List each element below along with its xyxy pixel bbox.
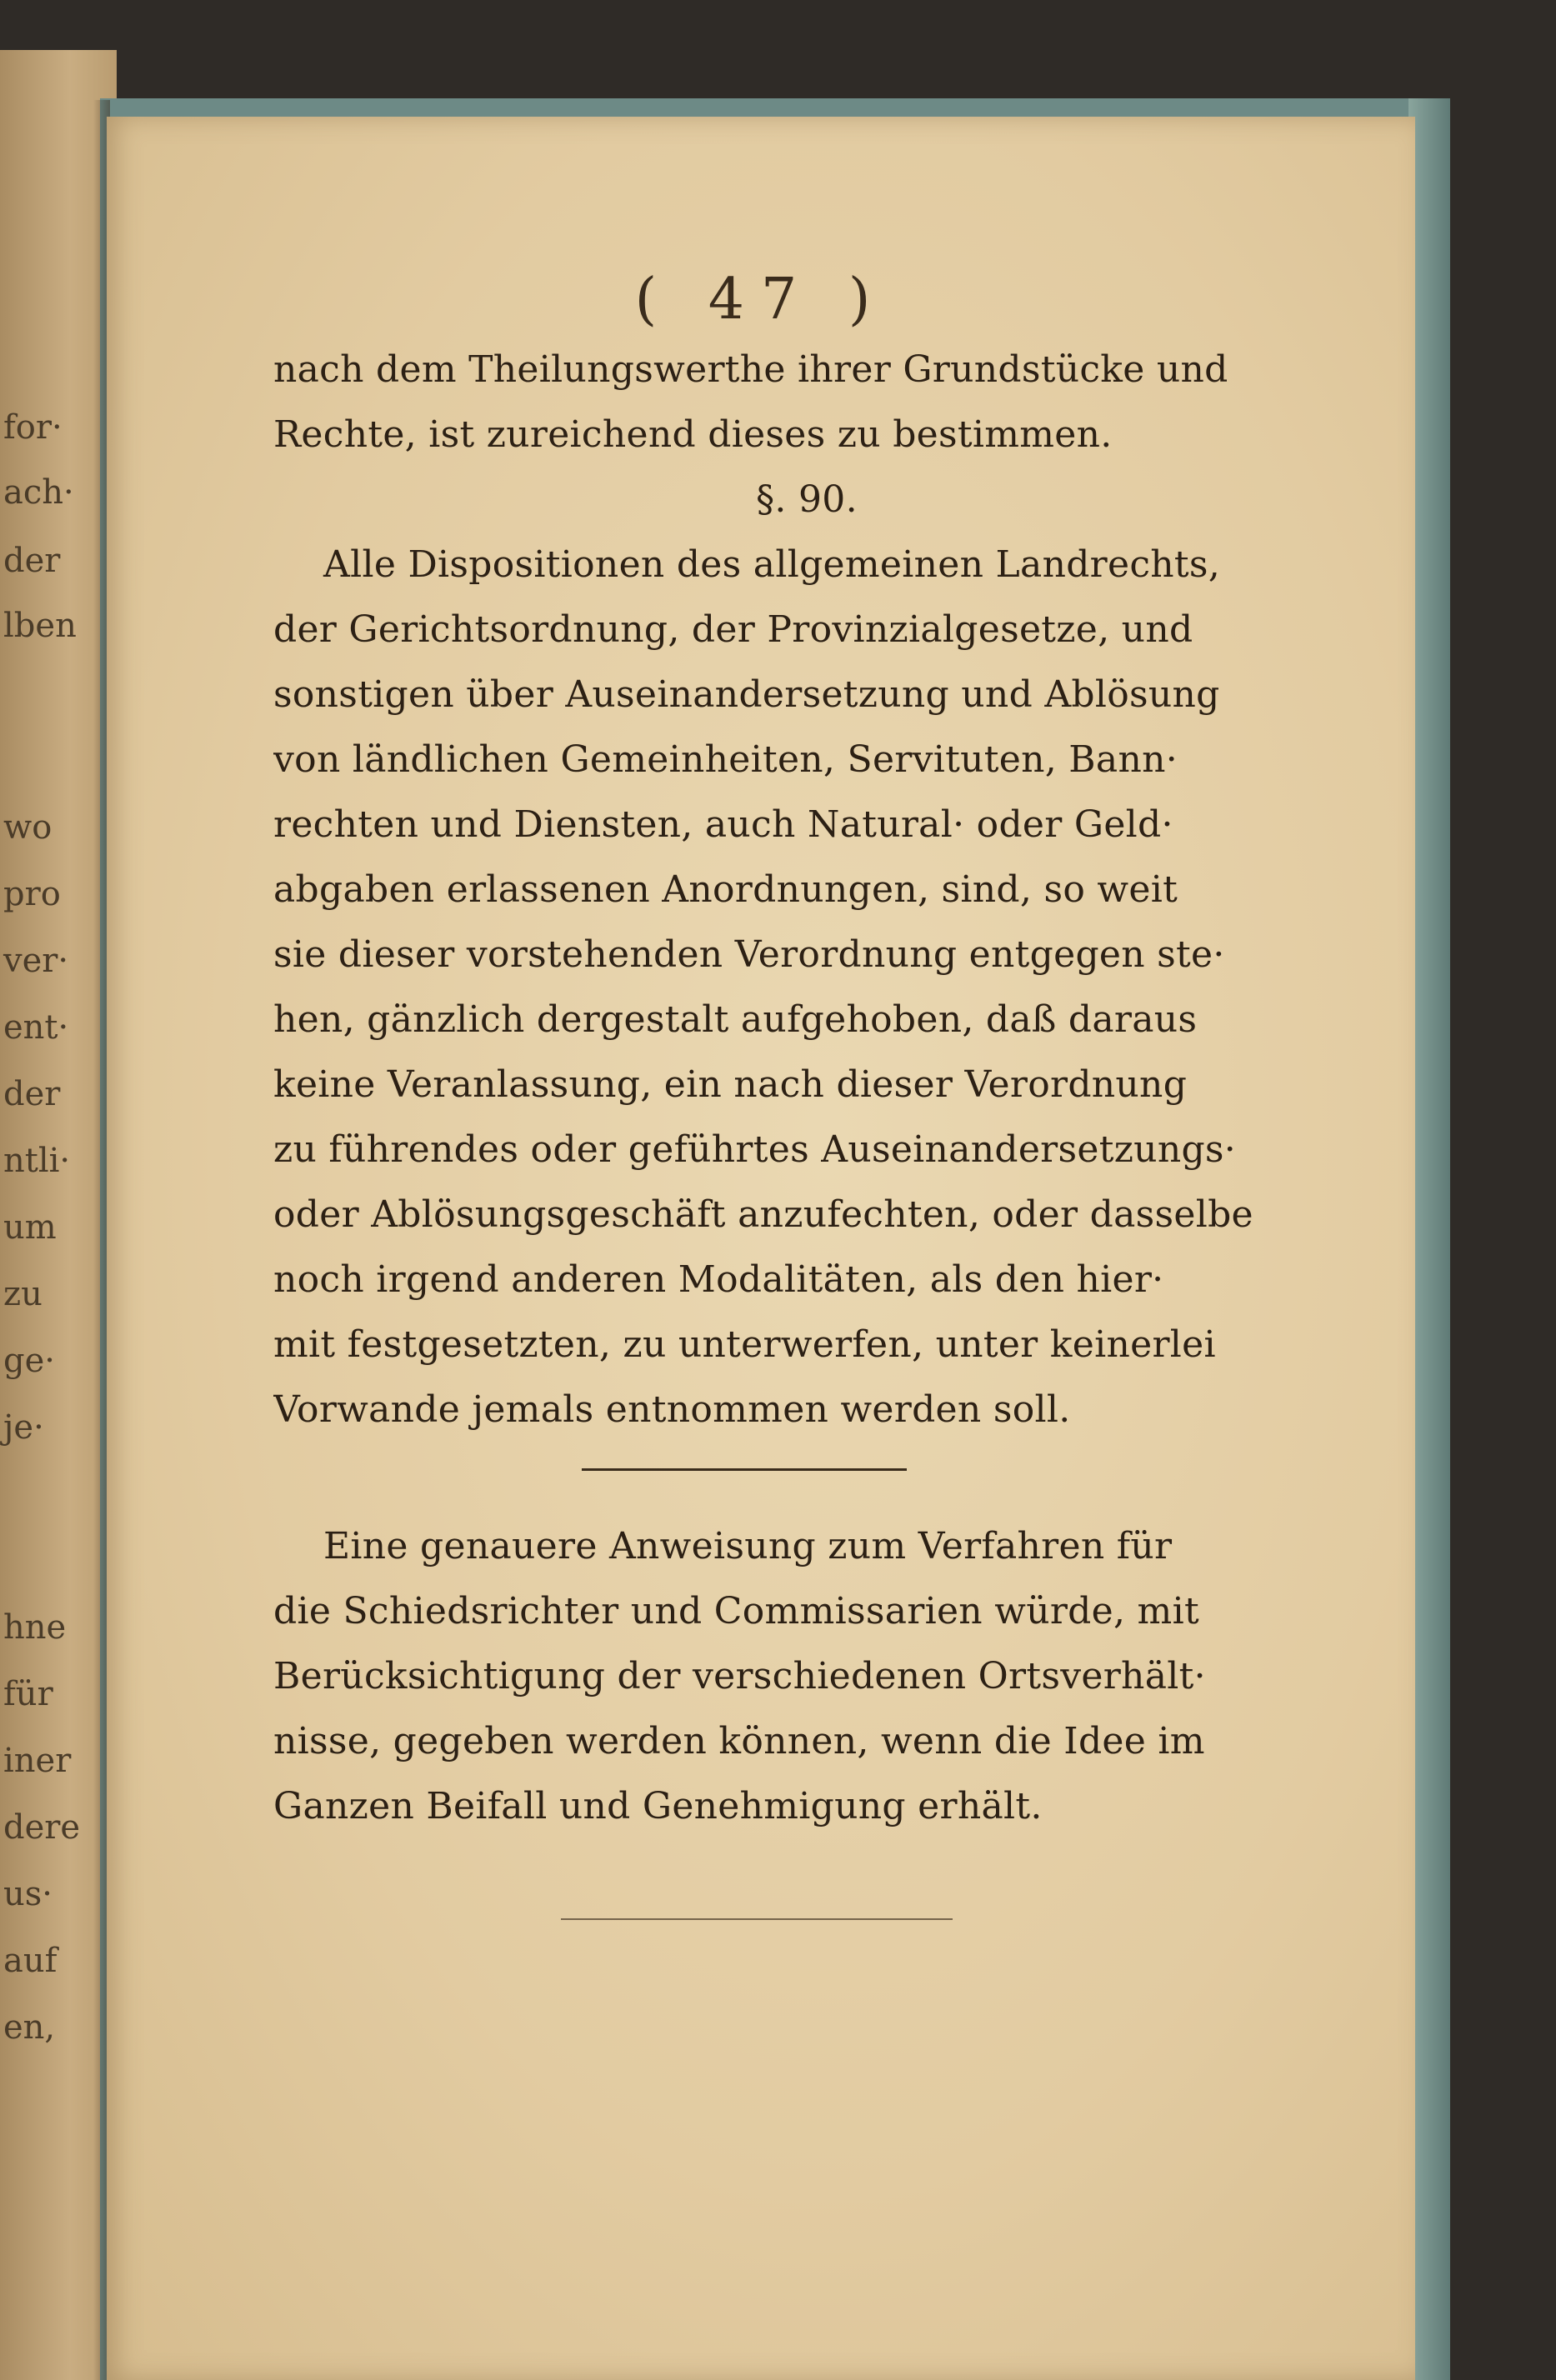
text-line: nach dem Theilungswerthe ihrer Grundstücke und [273, 348, 1228, 391]
text-line: Alle Dispositionen des allgemeinen Landrechts, [323, 543, 1221, 586]
text-line: Eine genauere Anweisung zum Verfahren für [323, 1525, 1173, 1568]
left-fragment: us· [3, 1875, 53, 1913]
text-line: Berücksichtigung der verschiedenen Ortsverhält· [273, 1655, 1206, 1698]
left-fragment: der [3, 542, 61, 580]
text-line: zu führendes oder geführtes Auseinandersetzungs· [273, 1128, 1237, 1171]
left-fragment: en, [3, 2008, 56, 2047]
left-fragment: ach· [3, 473, 74, 512]
text-line: Rechte, ist zureichend dieses zu bestimmen. [273, 413, 1113, 456]
text-line: oder Ablösungsgeschäft anzufechten, oder dasselbe [273, 1193, 1253, 1236]
divider-rule [582, 1468, 907, 1471]
text-line: keine Veranlassung, ein nach dieser Verordnung [273, 1063, 1188, 1106]
left-fragment: für [3, 1675, 53, 1713]
left-fragment: ent· [3, 1008, 69, 1047]
text-line: sie dieser vorstehenden Verordnung entgegen ste· [273, 933, 1225, 976]
text-line: noch irgend anderen Modalitäten, als den hier· [273, 1258, 1164, 1301]
left-fragment: hne [3, 1608, 67, 1647]
text-line: Vorwande jemals entnommen werden soll. [273, 1388, 1071, 1431]
left-fragment: iner [3, 1742, 72, 1780]
text-line: abgaben erlassenen Anordnungen, sind, so weit [273, 868, 1178, 911]
book-page [107, 117, 1415, 2380]
text-line: von ländlichen Gemeinheiten, Servituten, Bann· [273, 738, 1178, 781]
left-fragment: lben [3, 607, 77, 645]
left-fragment: der [3, 1075, 61, 1113]
left-fragment: pro [3, 875, 61, 913]
text-body-note [273, 1514, 1340, 1839]
text-line: der Gerichtsordnung, der Provinzialgesetze, und [273, 608, 1193, 651]
text-line: mit festgesetzten, zu unterwerfen, unter keinerlei [273, 1323, 1216, 1366]
left-fragment: dere [3, 1808, 81, 1847]
left-fragment: zu [3, 1275, 43, 1313]
left-fragment: je· [3, 1408, 44, 1447]
text-line: nisse, gegeben werden können, wenn die Idee im [273, 1720, 1205, 1762]
left-fragment: ver· [3, 942, 69, 980]
page-number: ( 47 ) [634, 267, 888, 332]
text-line: rechten und Diensten, auch Natural· oder Geld· [273, 803, 1173, 846]
left-fragment: for· [3, 408, 63, 447]
left-fragment: ntli· [3, 1142, 71, 1180]
left-fragment: ge· [3, 1342, 55, 1380]
left-fragment: um [3, 1208, 57, 1247]
left-fragment: auf [3, 1942, 58, 1980]
text-line: die Schiedsrichter und Commissarien würde, mit [273, 1590, 1199, 1632]
text-line: sonstigen über Auseinandersetzung und Ablösung [273, 673, 1220, 716]
text-body [273, 338, 1340, 1442]
text-line: hen, gänzlich dergestalt aufgehoben, daß daraus [273, 998, 1198, 1041]
section-heading: §. 90. [756, 478, 858, 521]
text-line: Ganzen Beifall und Genehmigung erhält. [273, 1785, 1043, 1828]
left-fragment: wo [3, 808, 53, 847]
end-rule [561, 1918, 953, 1920]
